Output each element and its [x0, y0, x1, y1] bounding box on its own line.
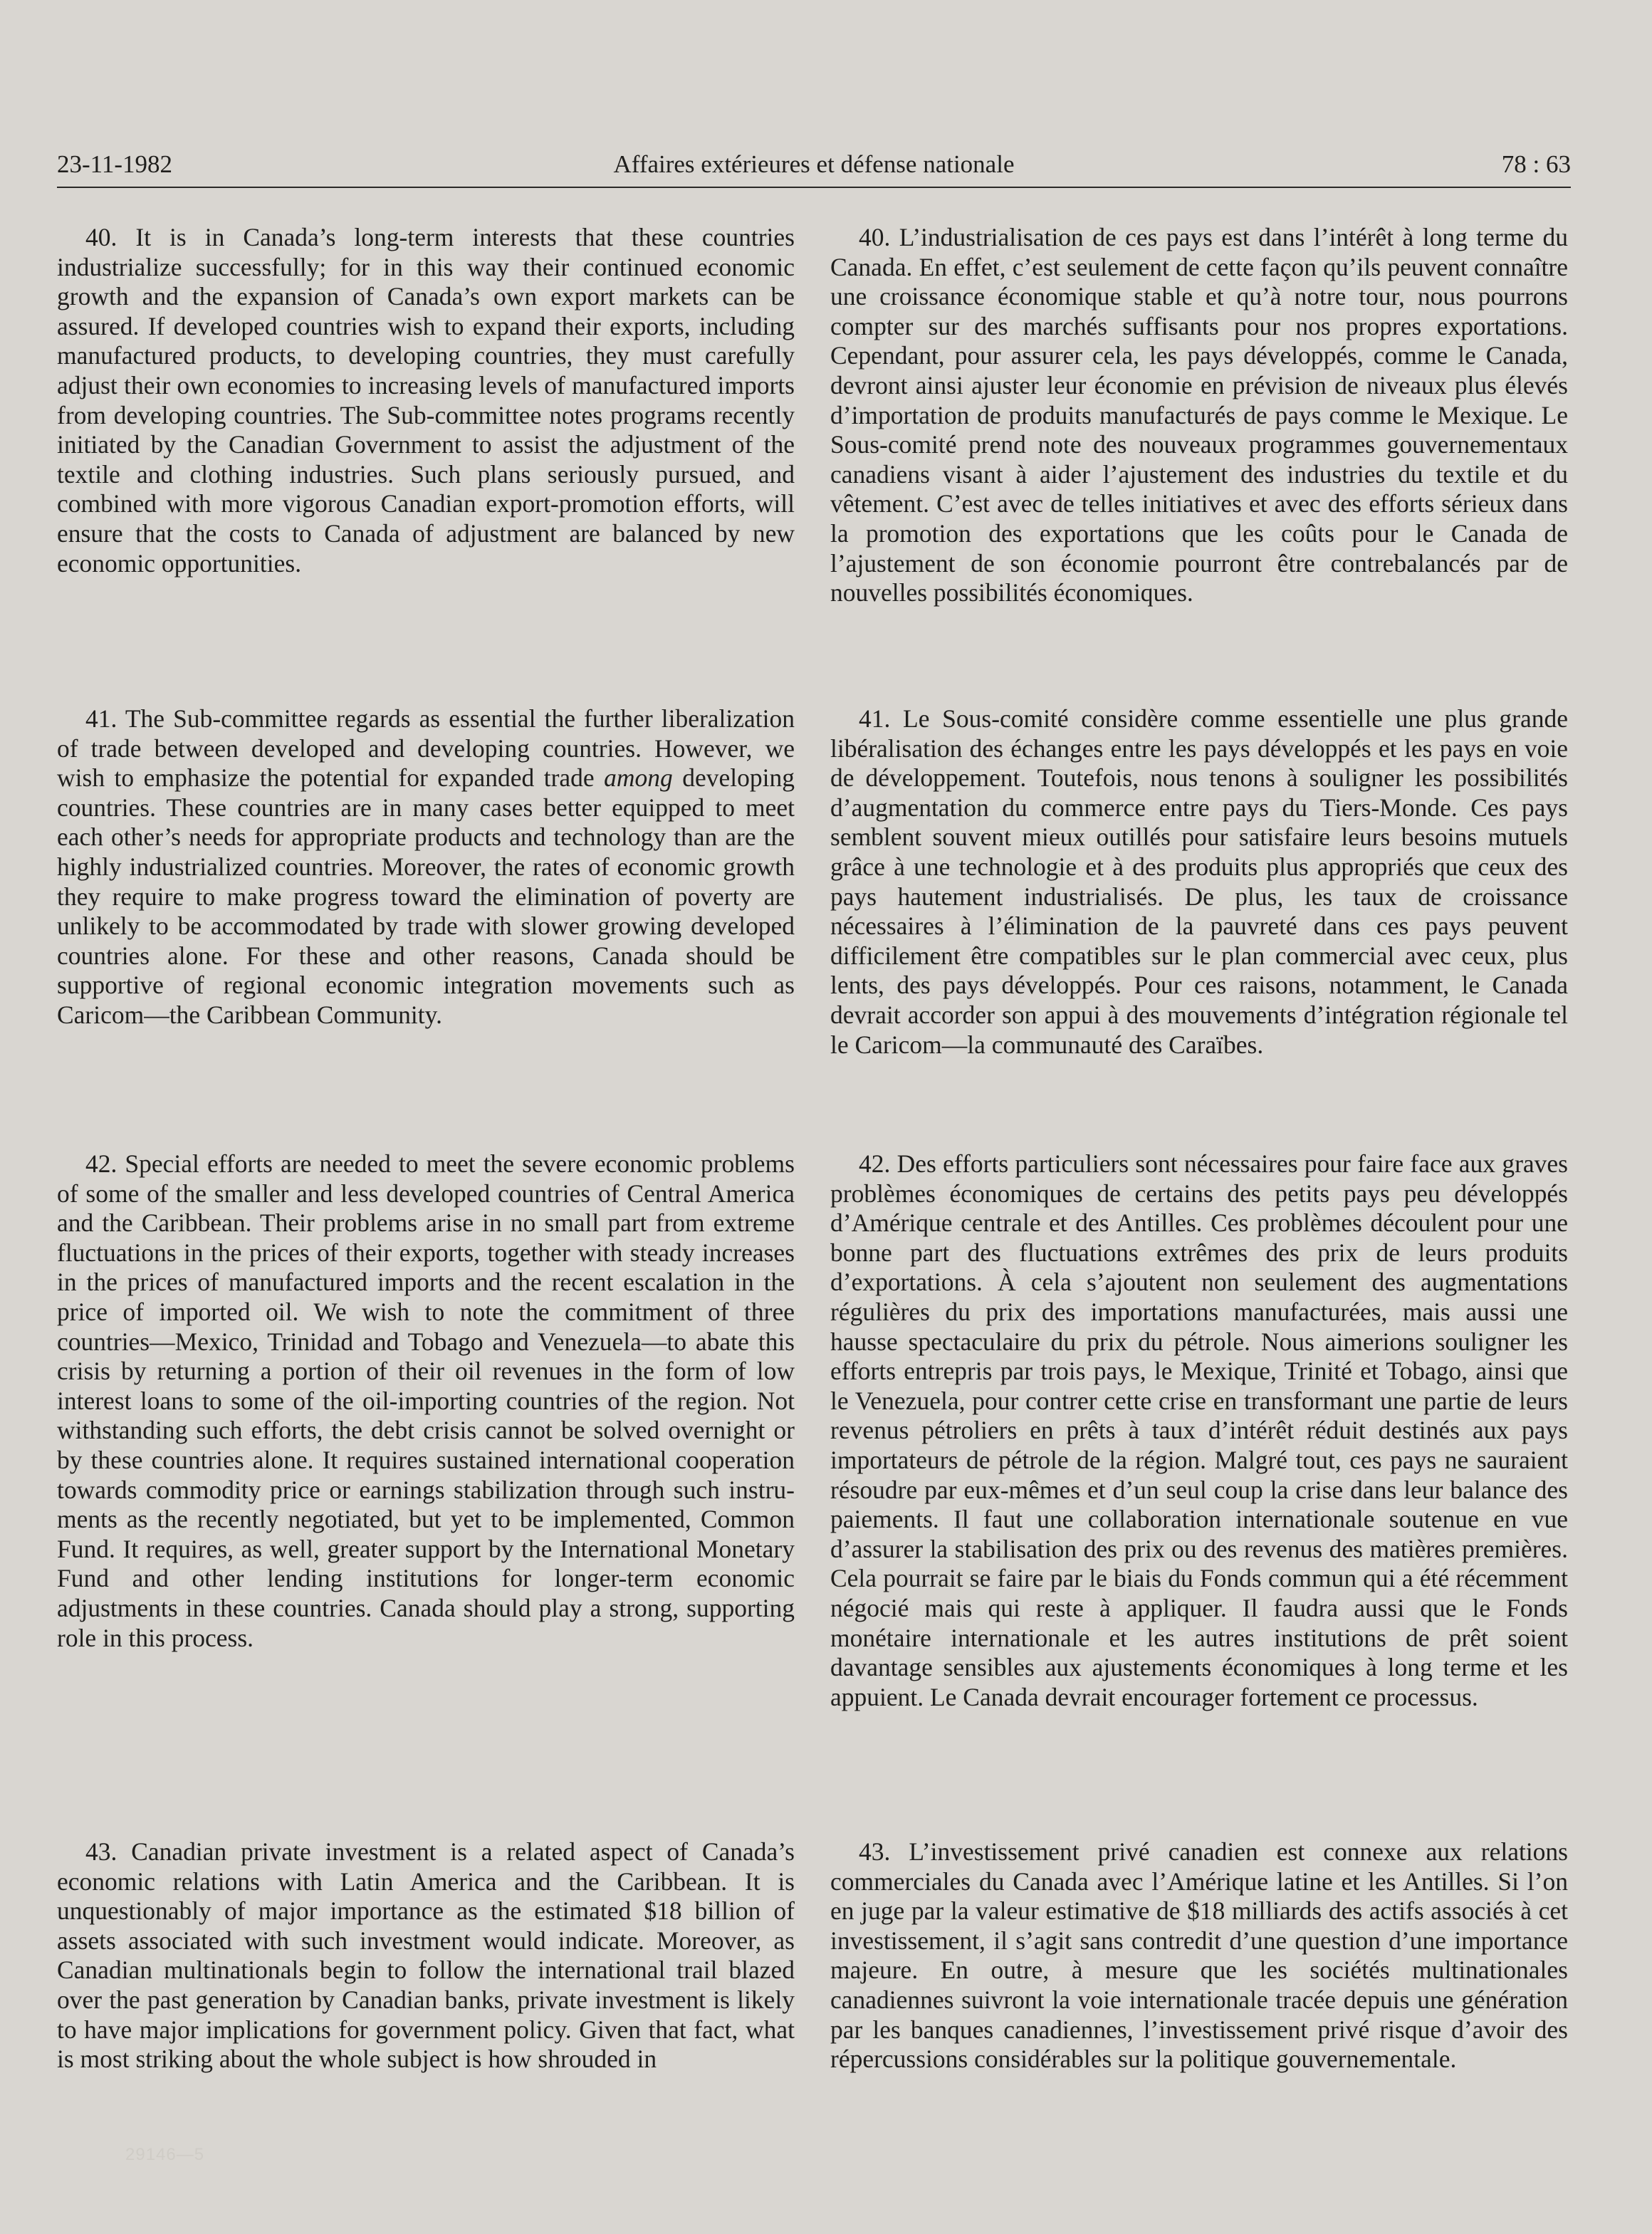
- french-paragraph-41: 41. Le Sous-comité considère comme essentielle une plus grande libéralisation des échanges entre les pays développés et les pays en voie de développement. Toutefois, nous tenons à souligner les possibilités d’augmentation du commerce entre pays du Tiers-Monde. Ces pays semblent souvent mieux outillés pour satisfaire leurs besoins mutuels grâce à une technologie et à des produits plus appropriés que ceux des pays hautement industrialisés. De plus, les taux de croissance nécessaires à l’élimination de la pauvreté dans ces pays peuvent difficilement être compatibles sur le plan commercial avec ceux, plus lents, des pays développés. Pour ces raisons, notamment, le Canada devrait accorder son appui à des mouvements d’intégration régionale tel le Caricom—la communauté des Caraïbes.: [830, 704, 1568, 1059]
- english-paragraph-41: [57, 704, 795, 1030]
- print-code: 29146—5: [125, 2145, 205, 2164]
- header-rule: [57, 187, 1571, 188]
- english-paragraph-41-start: 41. The Sub-committee regards as essential the further liberalization of trade between developed and developing countries. However, we wish to emphasize the potential for expanded trade: [57, 704, 795, 793]
- english-paragraph-42: 42. Special efforts are needed to meet the severe economic problems of some of the smaller and less developed countries of Central America and the Caribbean. Their problems arise in no small part from extreme fluctuations in the prices of their exports, together with steady increases in the prices of manufactured imports and the recent escalation in the price of imported oil. We wish to note the commitment of three countries—Mexico, Trinidad and Tobago and Venezuela—to abate this crisis by returning a portion of their oil revenues in the form of low interest loans to some of the oil-importing countries of the region. Not withstanding such efforts, the debt crisis cannot be solved overnight or by these countries alone. It requires sustained international cooperation towards commodity price or earnings stabilization through such instruments as the recently negotiated, but yet to be implemented, Common Fund. It requires, as well, greater support by the International Monetary Fund and other lending institutions for longer-term economic adjustments in these countries. Canada should play a strong, supporting role in this process.: [57, 1149, 795, 1652]
- french-paragraph-40: 40. L’industrialisation de ces pays est dans l’intérêt à long terme du Canada. En effet, c’est seulement de cette façon qu’ils peuvent connaître une croissance économique stable et qu’à notre tour, nous pourrons compter sur des marchés suffisants pour nos propres exportations. Cependant, pour assurer cela, les pays développés, comme le Canada, devront ainsi ajuster leur économie en prévision de niveaux plus élevés d’importation de produits manufacturés de pays comme le Mexique. Le Sous-comité prend note des nouveaux programmes gouvernementaux canadiens visant à aider l’ajustement des industries du textile et du vêtement. C’est avec de telles initiatives et avec des efforts sérieux dans la promotion des exportations que les coûts pour le Canada de l’ajustement de son économie pourront être contrebalancés par de nouvelles possibilités économiques.: [830, 223, 1568, 607]
- header-date: 23-11-1982: [57, 150, 173, 178]
- english-paragraph-41-end: developing countries. These countries are in many cases better equipped to meet each other’s needs for appropriate products and technology than are the highly industrialized countries. Moreover, the rates of economic growth they require to make progress toward the elimination of poverty are unlikely to be accommodated by trade with slower growing developed countries alone. For these and other reasons, Canada should be supportive of regional economic integration movements such as Caricom—the Caribbean Community.: [57, 763, 795, 1029]
- english-paragraph-40: 40. It is in Canada’s long-term interests that these countries industrialize successfully; for in this way their continued economic growth and the expansion of Canada’s own export markets can be assured. If developed countries wish to expand their exports, including manufactured products, to developing countries, they must carefully adjust their own economies to increasing levels of manufactured imports from developing countries. The Sub-committee notes programs recently initiated by the Canadian Government to assist the adjustment of the textile and clothing industries. Such plans seriously pursued, and combined with more vigorous Canadian export-promotion efforts, will ensure that the costs to Canada of adjustment are balanced by new economic opportunities.: [57, 223, 795, 578]
- header-page-number: 78 : 63: [1501, 150, 1571, 178]
- french-paragraph-42: 42. Des efforts particuliers sont nécessaires pour faire face aux graves problèmes économiques de certains des petits pays peu développés d’Amérique centrale et des Antilles. Ces problèmes découlent pour une bonne part des fluctuations extrêmes des prix de leurs produits d’exportations. À cela s’ajoutent non seulement des augmentations régulières du prix des importations manufacturées, mais aussi une hausse spectaculaire du prix du pétrole. Nous aimerions souligner les efforts entrepris par trois pays, le Mexique, Trinité et Tobago, ainsi que le Venezuela, pour contrer cette crise en transformant une partie de leurs revenus pétroliers en prêts à taux d’intérêt réduit destinés aux pays importateurs de pétrole de la région. Malgré tout, ces pays ne sauraient résoudre par eux-mêmes et d’un seul coup la crise dans leur balance des paiements. Il faut une collaboration internationale soutenue en vue d’assurer la stabilisation des prix ou des revenus des matières premières. Cela pourrait se faire par le biais du Fonds commun qui a été récemment négocié mais qui reste à appliquer. Il faudra aussi que le Fonds monétaire internationale et les autres institutions de prêt soient davantage sensibles aux ajustements économiques à long terme et les appuient. Le Canada devrait encourager fortement ce processus.: [830, 1149, 1568, 1711]
- english-paragraph-43: 43. Canadian private investment is a related aspect of Canada’s economic relations with Latin America and the Caribbean. It is unquestionably of major importance as the estimated $18 billion of assets associated with such investment would indicate. Moreover, as Canadian multinationals begin to follow the international trail blazed over the past generation by Canadian banks, private investment is likely to have major implications for government policy. Given that fact, what is most striking about the whole subject is how shrouded in: [57, 1837, 795, 2074]
- header-title: Affaires extérieures et défense nationale: [613, 150, 1015, 178]
- page-header: [57, 147, 1571, 182]
- english-paragraph-41-emphasis: among: [604, 763, 673, 793]
- french-paragraph-43: 43. L’investissement privé canadien est connexe aux relations commerciales du Canada avec l’Amérique latine et les Antilles. Si l’on en juge par la valeur estimative de $18 milliards des actifs associés à cet investissement, il s’agit sans contredit d’une question d’une importance majeure. En outre, à mesure que les sociétés multinationales canadiennes suivront la voie internationale tracée depuis une génération par les banques canadiennes, l’investissement privé risque d’avoir des répercussions considérables sur la politique gouvernementale.: [830, 1837, 1568, 2074]
